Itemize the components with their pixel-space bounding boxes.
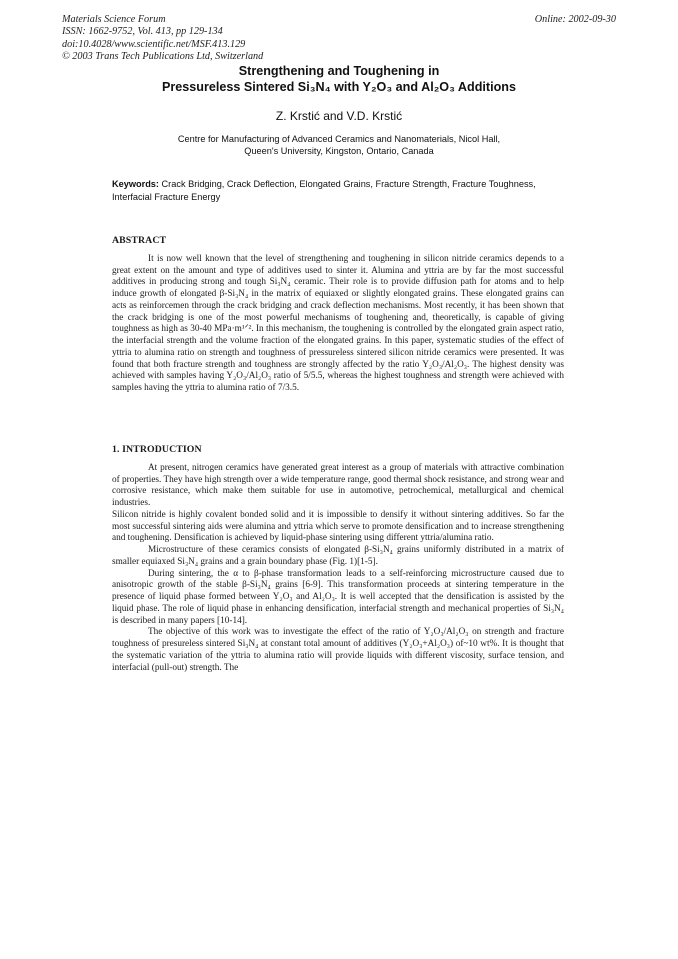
intro-paragraph-5: The objective of this work was to investigate the effect of the ratio of Y₂O₃/Al₂O₃ on strength and fracture toughness of presureless sintered Si₃N₄ at constant total amount of additives (Y₂O₃+Al₂O₃) of~10 wt%. It is thought that the systematic variation of the yttria to alumina ratio will provide liquids with different viscosity, surface tension, and interfacial (pull-out) strength. The bbox=[112, 627, 564, 673]
journal-doi[interactable]: doi:10.4028/www.scientific.net/MSF.413.129 bbox=[62, 38, 246, 50]
journal-header bbox=[62, 14, 422, 64]
journal-issn: ISSN: 1662-9752, Vol. 413, pp 129-134 bbox=[62, 26, 223, 38]
title-line-1: Strengthening and Toughening in bbox=[238, 64, 440, 78]
authors: Z. Krstić and V.D. Krstić bbox=[275, 109, 403, 123]
journal-name: Materials Science Forum bbox=[62, 14, 166, 25]
title-line-2: Pressureless Sintered Si₃N₄ with Y₂O₃ and Al₂O₃ Additions bbox=[161, 79, 516, 94]
intro-paragraph-1: At present, nitrogen ceramics have generated great interest as a group of materials with attractive combination of properties. They have high strength over a wide temperature range, good thermal shock resistance, and strong wear and corrosive resistance, which make them suitable for use in automotive, petrochemical, metallurgical and chemical industries. bbox=[112, 462, 564, 508]
keywords bbox=[112, 178, 564, 203]
paper-title bbox=[100, 64, 578, 95]
introduction-heading: 1. INTRODUCTION bbox=[112, 444, 202, 455]
affiliation-line-2: Queen's University, Kingston, Ontario, Canada bbox=[244, 146, 434, 156]
abstract-section bbox=[112, 235, 564, 395]
abstract-text: It is now well known that the level of strengthening and toughening in silicon nitride ceramics depends to a great extent on the amount and type of additives used to sinter it. Alumina and yttria are by far the most successful additives in producing strong and tough Si₃N₄ ceramic. Their role is to provide diffusion path for atoms and to help induce growth of elongated β-Si₃N₄ in the matrix of equiaxed or slightly elongated grains. These elongated grains can acts as reinforcemen through the crack bridging and crack deflection mechanisms. Most recently, it has been shown that the crack bridging is one of the most powerful mechanisms of toughening and, theoretically, is capable of giving toughness as high as 30-40 MPa·m¹ᐟ². In this mechanism, the toughening is controlled by the elongated grain aspect ratio, the interfacial strength and the volume fraction of the elongated grains. In this paper, systematic studies of the effect of yttria to alumina ratio on strength and toughness of pressureless sintered silicon nitride ceramics were presented. It was found that both fracture strength and toughness are strongly affected by the ratio Y₂O₃/Al₂O₃. The highest density was achieved with samples having Y₂O₃/Al₂O₃ ratio of 5/5.5, whereas the highest toughness and strength were achieved with samples having the yttria to alumina ratio of 7/3.5. bbox=[112, 253, 564, 393]
intro-paragraph-3: Microstructure of these ceramics consists of elongated β-Si₃N₄ grains uniformly distributed in a matrix of smaller equiaxed Si₃N₄ grains and a grain boundary phase (Fig. 1)[1-5]. bbox=[112, 545, 564, 567]
journal-copyright: © 2003 Trans Tech Publications Ltd, Switzerland bbox=[62, 51, 264, 63]
abstract-heading: ABSTRACT bbox=[112, 235, 167, 246]
intro-paragraph-2: Silicon nitride is highly covalent bonded solid and it is impossible to densify it without sintering additives. So far the most successful sintering aids were alumina and yttria which serve to promote densification and to increase strengthening and toughening. Densification is achieved by liquid-phase sintering using different yttria/alumina ratio. bbox=[112, 509, 564, 544]
online-date: Online: 2002-09-30 bbox=[534, 14, 616, 25]
affiliation-line-1: Centre for Manufacturing of Advanced Ceramics and Nanomaterials, Nicol Hall, bbox=[177, 134, 501, 144]
introduction-section bbox=[112, 444, 564, 674]
affiliation bbox=[110, 133, 568, 157]
keywords-text: Crack Bridging, Crack Deflection, Elongated Grains, Fracture Strength, Fracture Toughness, Interfacial Fracture Energy bbox=[112, 179, 536, 202]
intro-paragraph-4: During sintering, the α to β-phase transformation leads to a self-reinforcing microstructure caused due to anisotropic growth of the stable β-Si₃N₄ grains [6-9]. This transformation proceeds at sintering temperature in the presence of liquid phase formed between Y₂O₃ and Al₂O₃. It is well accepted that the densification is assisted by the liquid phase. The role of liquid phase in enhancing densification, interfacial strength and mechanical properties of Si₃N₄ is described in many papers [10-14]. bbox=[112, 568, 564, 626]
keywords-label: Keywords: bbox=[112, 179, 159, 189]
